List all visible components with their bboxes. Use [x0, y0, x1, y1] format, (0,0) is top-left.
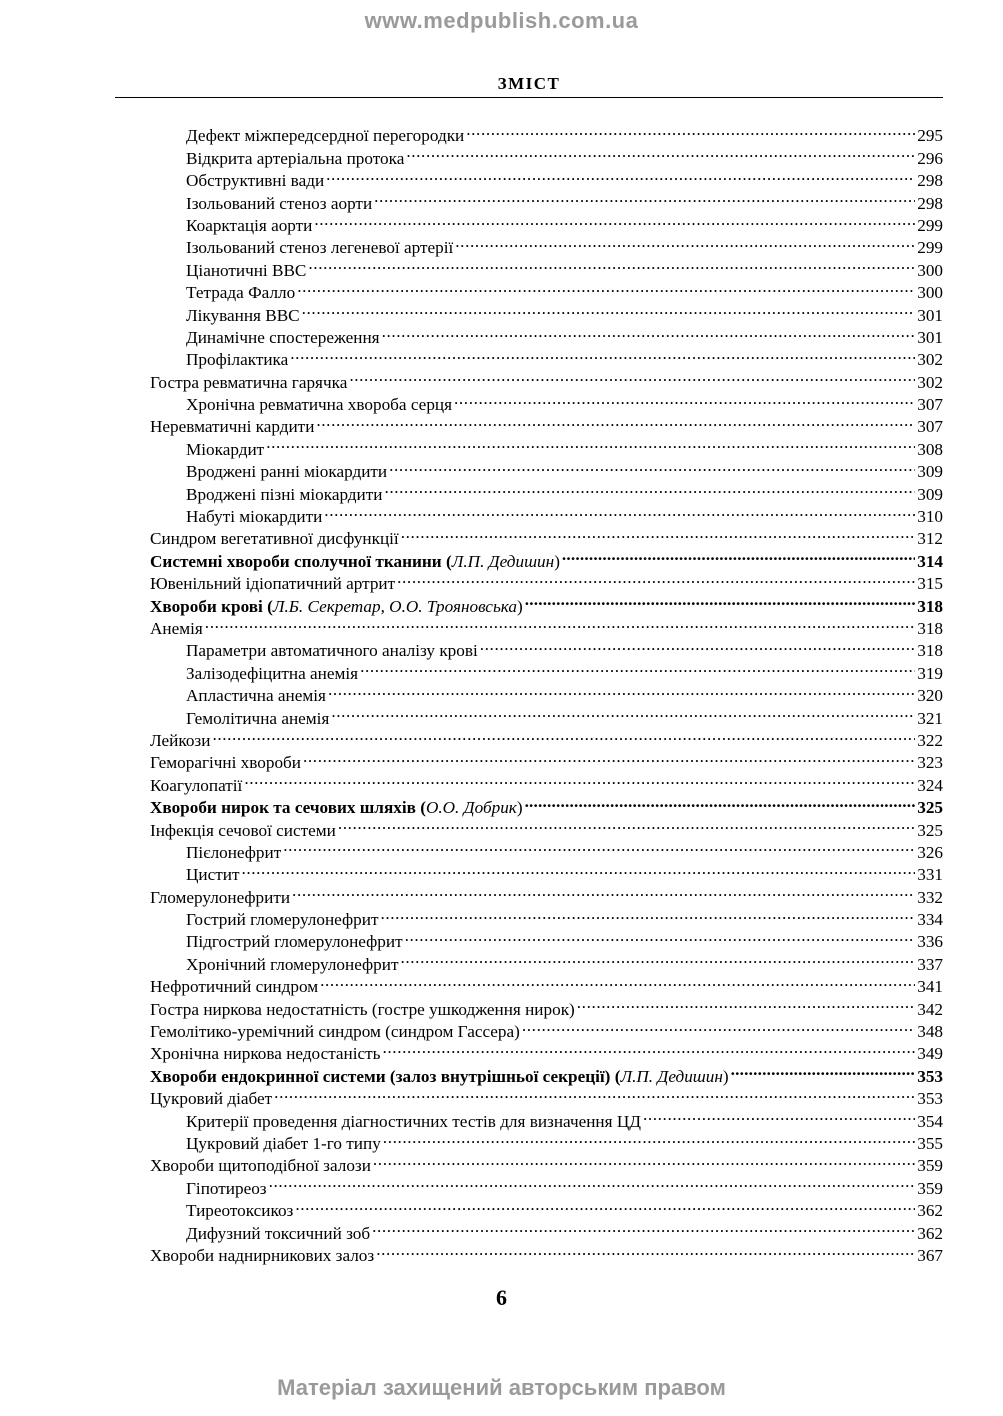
- dot-leader: [331, 701, 915, 723]
- toc-entry-title: Системні хвороби сполучної тканини (Л.П. Дедишин): [150, 551, 560, 571]
- toc-entry-title: [150, 775, 242, 797]
- toc-entry-page: 322: [917, 730, 943, 750]
- toc-entry[interactable]: [150, 455, 943, 482]
- toc-entry-title: [186, 909, 378, 931]
- toc-entry-title: [186, 1133, 381, 1155]
- dot-leader: [290, 343, 915, 365]
- toc-title-text: Ізольований стеноз легеневої артерії: [186, 238, 454, 258]
- toc-title-text: Тиреотоксикоз: [186, 1201, 294, 1221]
- dot-leader: [324, 500, 915, 522]
- toc-title-text: Вроджені пізні міокардити: [186, 484, 383, 504]
- toc-title-text: Хронічна ниркова недостаність: [150, 1044, 381, 1064]
- toc-entry-page: 302: [917, 372, 943, 392]
- toc-entry-page: 336: [917, 932, 943, 952]
- page-header: ЗМІСТ: [115, 74, 943, 98]
- table-of-contents: [150, 119, 943, 1265]
- dot-leader: [320, 970, 915, 992]
- dot-leader: [577, 992, 915, 1014]
- toc-entry-page: 301: [917, 327, 943, 347]
- dot-leader: [454, 388, 915, 410]
- toc-entry[interactable]: [150, 791, 943, 818]
- dot-leader: [383, 1127, 915, 1149]
- toc-entry-page: 349: [917, 1044, 943, 1064]
- toc-entry-authors: Л.П. Дедишин: [451, 551, 555, 571]
- toc-title-text: Набуті міокардити: [186, 507, 323, 527]
- toc-entry-title: [150, 573, 395, 595]
- dot-leader: [455, 231, 915, 253]
- dot-leader: [349, 365, 915, 387]
- dot-leader: [266, 432, 915, 454]
- toc-entry-title: Хвороби крові (Л.Б. Секретар, О.О. Трояновська): [150, 596, 523, 616]
- toc-entry-page: 300: [917, 260, 943, 280]
- toc-entry-page: 325: [917, 820, 943, 840]
- toc-entry-title: [186, 439, 264, 461]
- toc-entry-title: [150, 1245, 374, 1267]
- toc-title-text: Лейкози: [150, 730, 211, 750]
- toc-entry-page: 353: [917, 1066, 943, 1086]
- toc-title-text: Гемолітико-уремічний синдром (синдром Гассера): [150, 1022, 520, 1042]
- dot-leader: [525, 589, 916, 611]
- toc-entry-page: 298: [917, 171, 943, 191]
- toc-entry-title: [186, 864, 239, 886]
- toc-entry-page: 302: [917, 350, 943, 370]
- toc-entry-page: 323: [917, 753, 943, 773]
- dot-leader: [384, 477, 915, 499]
- toc-entry[interactable]: [150, 612, 943, 638]
- toc-entry-title: [186, 215, 312, 237]
- toc-entry-page: 307: [917, 395, 943, 415]
- toc-title-text: Цукровий діабет: [150, 1089, 273, 1109]
- toc-entry-page: 299: [917, 215, 943, 235]
- toc-entry-authors: О.О. Добрик: [425, 798, 517, 818]
- toc-entry-page: 309: [917, 484, 943, 504]
- toc-entry-page: 296: [917, 148, 943, 168]
- page-number: 6: [496, 1285, 507, 1310]
- toc-entry-page: 299: [917, 238, 943, 258]
- dot-leader: [373, 1149, 915, 1171]
- toc-entry-page: 318: [917, 618, 943, 638]
- dot-leader: [406, 141, 915, 163]
- toc-title-text: Гемолітична анемія: [186, 708, 330, 728]
- toc-entry-title: [186, 1200, 293, 1222]
- toc-entry-title: [186, 170, 324, 192]
- toc-entry[interactable]: [150, 1171, 943, 1198]
- toc-entry-title: [186, 305, 300, 327]
- dot-leader: [731, 1059, 916, 1081]
- toc-title-text: Гломерулонефрити: [150, 887, 291, 907]
- toc-entry-title: [186, 1178, 267, 1200]
- toc-entry-page: 348: [917, 1022, 943, 1042]
- toc-entry-page: 321: [917, 708, 943, 728]
- dot-leader: [269, 1171, 916, 1193]
- toc-title-text: Коагулопатії: [150, 775, 243, 795]
- toc-entry-title: [150, 976, 318, 998]
- toc-entry-page: 300: [917, 283, 943, 303]
- dot-leader: [205, 612, 915, 634]
- dot-leader: [389, 455, 915, 477]
- toc-title-text: Хронічна ревматична хвороба серця: [186, 395, 453, 415]
- toc-title-text: Хвороби наднирникових залоз: [150, 1245, 375, 1265]
- toc-entry-authors: Л.П. Дедишин: [620, 1066, 723, 1086]
- toc-entry-title: [150, 999, 575, 1021]
- toc-title-text: Підгострий гломерулонефрит: [186, 932, 403, 952]
- toc-title-text: Анемія: [150, 618, 203, 638]
- toc-title-text: Нефротичний синдром: [150, 977, 319, 997]
- toc-entry-page: 359: [917, 1178, 943, 1198]
- toc-entry-page: 308: [917, 439, 943, 459]
- toc-entry-page: 295: [917, 126, 943, 146]
- toc-title-text: Лікування ВВС: [186, 305, 300, 325]
- toc-entry-page: 337: [917, 954, 943, 974]
- toc-title-text: Інфекція сечової системи: [150, 820, 336, 840]
- toc-title-text: Ювенільний ідіопатичний артрит: [150, 574, 396, 594]
- dot-leader: [374, 186, 915, 208]
- toc-entry-page: 334: [917, 910, 943, 930]
- toc-entry-title: [150, 887, 290, 909]
- toc-title-text: Гострий гломерулонефрит: [186, 910, 379, 930]
- site-url-watermark: www.medpublish.com.ua: [364, 8, 639, 33]
- toc-title-text: Синдром вегетативної дисфункції: [150, 529, 399, 549]
- toc-entry-page: 332: [917, 887, 943, 907]
- dot-leader: [382, 321, 916, 343]
- dot-leader: [326, 164, 915, 186]
- toc-entry-title: [150, 372, 347, 394]
- toc-entry-page: 301: [917, 305, 943, 325]
- toc-title-text: Коарктація аорти: [186, 215, 313, 235]
- toc-title-text: Профілактика: [186, 350, 289, 370]
- toc-entry-title: Хвороби нирок та сечових шляхів (О.О. Добрик): [150, 798, 523, 818]
- toc-title-text: Критерії проведення діагностичних тестів для визначення ЦД: [186, 1111, 641, 1131]
- toc-entry[interactable]: [150, 880, 943, 907]
- toc-entry-title: [186, 506, 322, 528]
- dot-leader: [376, 1239, 915, 1261]
- toc-entry-title: [186, 931, 403, 953]
- toc-title-text: Неревматичні кардити: [150, 417, 315, 437]
- toc-title-text: Гостра ревматична гарячка: [150, 372, 348, 392]
- toc-entry[interactable]: [150, 746, 943, 773]
- dot-leader: [522, 1015, 915, 1037]
- toc-title-text: Дифузний токсичний зоб: [186, 1223, 371, 1243]
- dot-leader: [274, 1082, 915, 1104]
- toc-entry-title: [150, 730, 210, 752]
- toc-entry-page: 318: [917, 596, 943, 616]
- toc-entry-title: [186, 685, 326, 707]
- toc-entry-page: 331: [917, 865, 943, 885]
- toc-entry-page: 326: [917, 842, 943, 862]
- toc-entry-page: 341: [917, 977, 943, 997]
- toc-entry-page: 367: [917, 1245, 943, 1265]
- toc-entry-page: 342: [917, 999, 943, 1019]
- dot-leader: [292, 880, 915, 902]
- toc-entry[interactable]: [150, 119, 943, 146]
- toc-entry-page: 319: [917, 663, 943, 683]
- toc-entry[interactable]: [150, 724, 943, 750]
- dot-leader: [212, 724, 915, 746]
- toc-entry-page: 353: [917, 1089, 943, 1109]
- dot-leader: [283, 836, 915, 858]
- toc-title-text: Гіпотиреоз: [186, 1178, 267, 1198]
- toc-entry-page: 312: [917, 529, 943, 549]
- toc-entry-title: [186, 461, 387, 483]
- toc-entry-title: [186, 349, 288, 371]
- toc-title-text: Міокардит: [186, 439, 265, 459]
- toc-entry-title: Хвороби ендокринної системи (залоз внутрішньої секреції) (Л.П. Дедишин): [150, 1066, 729, 1086]
- toc-title-text: Хвороби щитоподібної залози: [150, 1156, 371, 1176]
- toc-title-text: Хвороби крові: [150, 596, 263, 616]
- toc-entry-page: 362: [917, 1223, 943, 1243]
- dot-leader: [302, 298, 916, 320]
- toc-entry-page: 354: [917, 1111, 943, 1131]
- dot-leader: [244, 768, 915, 790]
- toc-title-text: Хвороби нирок та сечових шляхів: [150, 798, 416, 818]
- dot-leader: [405, 925, 916, 947]
- toc-entry-page: 355: [917, 1133, 943, 1153]
- toc-title-text: Дефект міжпередсердної перегородки: [186, 126, 465, 146]
- toc-title-text: Гостра ниркова недостатність (гостре ушкодження нирок): [150, 999, 575, 1019]
- toc-entry-page: 298: [917, 193, 943, 213]
- dot-leader: [308, 253, 915, 275]
- toc-title-text: Параметри автоматичного аналізу крові: [186, 641, 478, 661]
- toc-title-text: Пієлонефрит: [186, 842, 282, 862]
- toc-entry-page: 324: [917, 775, 943, 795]
- toc-entry-title: [186, 282, 295, 304]
- dot-leader: [360, 656, 915, 678]
- dot-leader: [525, 791, 916, 813]
- toc-title-text: Хвороби ендокринної системи (залоз внутрішньої секреції): [150, 1066, 611, 1086]
- toc-entry[interactable]: [150, 432, 943, 459]
- toc-entry-page: 318: [917, 641, 943, 661]
- toc-title-text: Геморагічні хвороби: [150, 753, 302, 773]
- toc-title-text: Апластична анемія: [186, 686, 326, 706]
- dot-leader: [338, 813, 915, 835]
- toc-entry-page: 307: [917, 417, 943, 437]
- toc-title-text: Цукровий діабет 1-го типу: [186, 1133, 381, 1153]
- dot-leader: [380, 903, 915, 925]
- toc-entry-title: [150, 1043, 381, 1065]
- toc-title-text: Хронічний гломерулонефрит: [186, 954, 399, 974]
- toc-title-text: Динамічне спостереження: [186, 327, 380, 347]
- toc-entry-page: 362: [917, 1201, 943, 1221]
- dot-leader: [397, 567, 915, 589]
- dot-leader: [643, 1104, 915, 1126]
- toc-entry[interactable]: [150, 768, 943, 795]
- toc-entry-page: 325: [917, 798, 943, 818]
- toc-title-text: Відкрита артеріальна протока: [186, 148, 405, 168]
- toc-entry[interactable]: [150, 1194, 943, 1221]
- toc-entry-title: [150, 1088, 272, 1110]
- dot-leader: [383, 1037, 916, 1059]
- toc-entry[interactable]: [150, 634, 943, 661]
- dot-leader: [466, 119, 915, 141]
- toc-title-text: Системні хвороби сполучної тканини: [150, 551, 442, 571]
- toc-entry-page: 315: [917, 574, 943, 594]
- toc-entry-page: 314: [917, 551, 943, 571]
- dot-leader: [328, 679, 915, 701]
- dot-leader: [295, 1194, 915, 1216]
- dot-leader: [241, 858, 915, 880]
- toc-entry-title: [150, 618, 203, 640]
- toc-title-text: Ізольований стеноз аорти: [186, 193, 373, 213]
- toc-entry-title: [186, 260, 306, 282]
- dot-leader: [401, 522, 916, 544]
- copyright-footer: Матеріал захищений авторським правом: [277, 1375, 726, 1400]
- toc-entry-page: 310: [917, 507, 943, 527]
- dot-leader: [400, 947, 915, 969]
- toc-entry-page: 309: [917, 462, 943, 482]
- dot-leader: [297, 276, 915, 298]
- toc-title-text: Вроджені ранні міокардити: [186, 462, 388, 482]
- toc-title-text: Цистит: [186, 865, 240, 885]
- toc-title-text: Залізодефіцитна анемія: [186, 663, 359, 683]
- dot-leader: [480, 634, 915, 656]
- toc-title-text: Ціанотичні ВВС: [186, 260, 307, 280]
- dot-leader: [314, 209, 915, 231]
- dot-leader: [303, 746, 915, 768]
- toc-entry-authors: Л.Б. Секретар, О.О. Трояновська: [272, 596, 517, 616]
- toc-entry-page: 359: [917, 1156, 943, 1176]
- toc-title-text: Обструктивні вади: [186, 171, 325, 191]
- toc-entry-title: [186, 1223, 370, 1245]
- toc-title-text: Тетрада Фалло: [186, 283, 296, 303]
- dot-leader: [316, 410, 915, 432]
- dot-leader: [562, 544, 915, 566]
- dot-leader: [372, 1216, 915, 1238]
- toc-entry[interactable]: [150, 858, 943, 885]
- toc-entry-title: [150, 528, 399, 550]
- toc-entry-page: 320: [917, 686, 943, 706]
